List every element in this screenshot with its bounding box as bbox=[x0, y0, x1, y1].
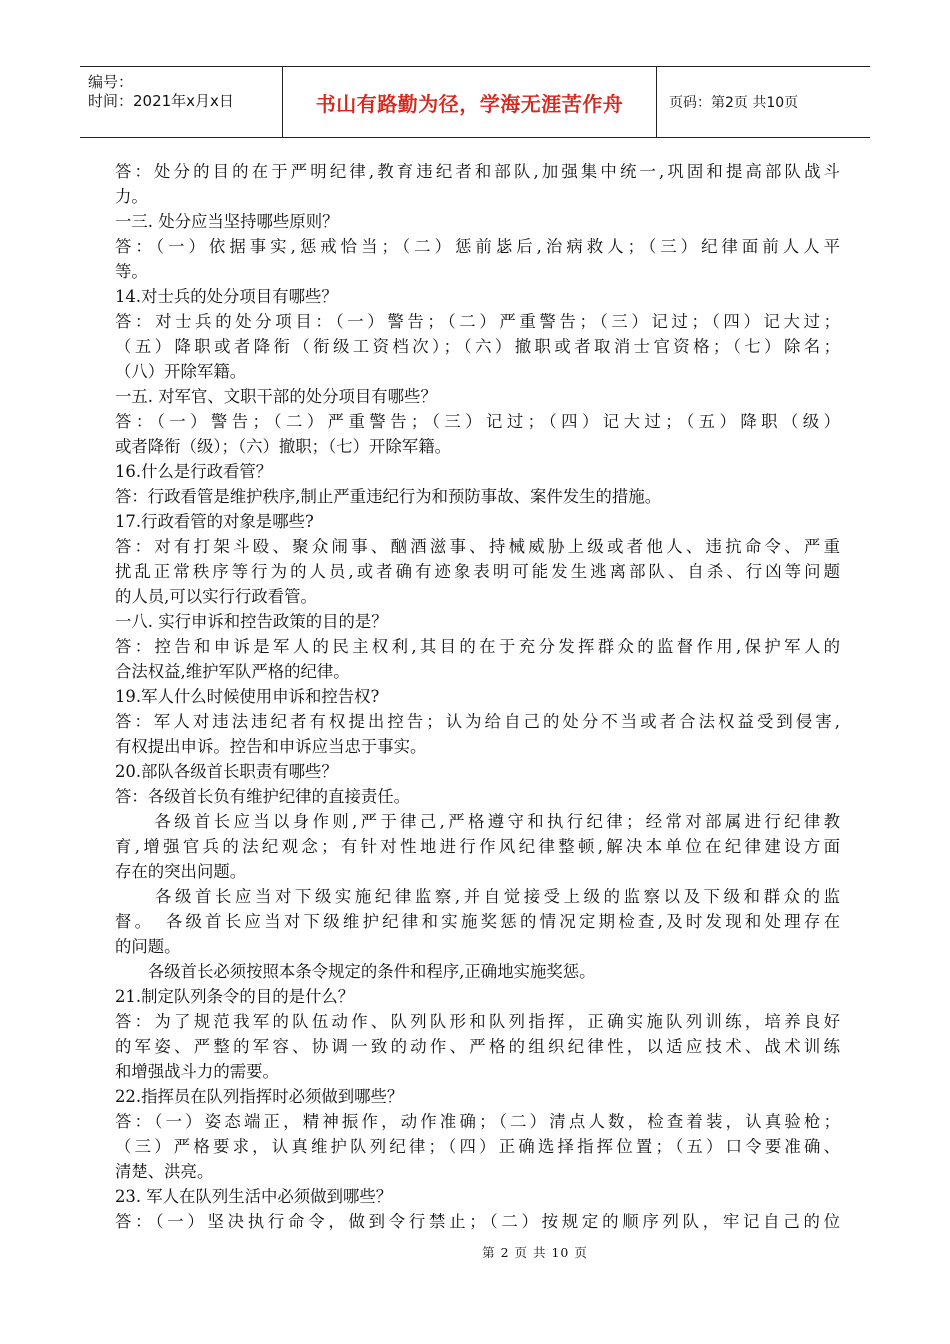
text-line: 答：对有打架斗殴、聚众闹事、酗酒滋事、持械威胁上级或者他人、违抗命令、严重 bbox=[115, 537, 840, 556]
text-line: 的人员,可以实行行政看管。 bbox=[115, 587, 317, 606]
text-line: 答：控告和申诉是军人的民主权利,其目的在于充分发挥群众的监督作用,保护军人的 bbox=[115, 637, 840, 656]
header-number-label: 编号： bbox=[88, 73, 134, 91]
text-line: 17.行政看管的对象是哪些? bbox=[115, 512, 314, 531]
text-line: 23. 军人在队列生活中必须做到哪些？ bbox=[115, 1187, 393, 1206]
text-line: 答：（一）坚决执行命令，做到令行禁止；（二）按规定的顺序列队，牢记自己的位 bbox=[115, 1212, 840, 1231]
text-line: 19.军人什么时候使用申诉和控告权? bbox=[115, 687, 380, 706]
text-line: 答：（一）姿态端正，精神振作，动作准确；（二）清点人数，检查着装，认真验枪； bbox=[115, 1112, 840, 1131]
text-line: 22.指挥员在队列指挥时必须做到哪些？ bbox=[115, 1087, 404, 1106]
text-line: 一三. 处分应当坚持哪些原则？ bbox=[115, 212, 339, 231]
text-line: 20.部队各级首长职责有哪些？ bbox=[115, 762, 338, 781]
text-line: 答：为了规范我军的队伍动作、队列队形和队列指挥，正确实施队列训练，培养良好 bbox=[115, 1012, 840, 1031]
header-motto: 书山有路勤为径，学海无涯苦作舟 bbox=[283, 67, 657, 137]
text-line: 各级首长应当以身作则,严于律己,严格遵守和执行纪律；经常对部属进行纪律教 bbox=[115, 812, 840, 831]
text-line: （三）严格要求，认真维护队列纪律；（四）正确选择指挥位置；（五）口令要准确、 bbox=[115, 1137, 840, 1156]
text-line: 等。 bbox=[115, 262, 148, 281]
text-line: 力。 bbox=[115, 187, 148, 206]
text-line: 一五. 对军官、文职干部的处分项目有哪些？ bbox=[115, 387, 437, 406]
text-line: 督。 各级首长应当对下级维护纪律和实施奖惩的情况定期检查,及时发现和处理存在 bbox=[115, 912, 840, 931]
text-line: 合法权益,维护军队严格的纪律。 bbox=[115, 662, 350, 681]
text-line: 或者降衔（级）；（六）撤职；（七）开除军籍。 bbox=[115, 437, 451, 456]
header-meta bbox=[80, 67, 283, 137]
text-line: 答：对士兵的处分项目：（一）警告；（二）严重警告；（三）记过；（四）记大过； bbox=[115, 312, 840, 331]
document-body bbox=[115, 159, 840, 1234]
text-line: 一八. 实行申诉和控告政策的目的是？ bbox=[115, 612, 388, 631]
text-line: 和增强战斗力的需要。 bbox=[115, 1062, 279, 1081]
text-line: （五）降职或者降衔（衔级工资档次）；（六）撤职或者取消士官资格；（七）除名； bbox=[115, 337, 840, 356]
text-line: 的问题。 bbox=[115, 937, 181, 956]
text-line: 答：处分的目的在于严明纪律,教育违纪者和部队,加强集中统一,巩固和提高部队战斗 bbox=[115, 162, 840, 181]
text-line: 各级首长必须按照本条令规定的条件和程序,正确地实施奖惩。 bbox=[115, 962, 596, 981]
text-line: 答：各级首长负有维护纪律的直接责任。 bbox=[115, 787, 411, 806]
text-line: 的军姿、严整的军容、协调一致的动作、严格的组织纪律性，以适应技术、战术训练 bbox=[115, 1037, 840, 1056]
text-line: 14.对士兵的处分项目有哪些？ bbox=[115, 287, 338, 306]
text-line: 16.什么是行政看管？ bbox=[115, 462, 273, 481]
text-line: 育,增强官兵的法纪观念；有针对性地进行作风纪律整顿,解决本单位在纪律建设方面 bbox=[115, 837, 840, 856]
text-line: 答：军人对违法违纪者有权提出控告；认为给自己的处分不当或者合法权益受到侵害, bbox=[115, 712, 840, 731]
header-date: 时间：2021年x月x日 bbox=[88, 92, 234, 110]
text-line: 扰乱正常秩序等行为的人员,或者确有迹象表明可能发生逃离部队、自杀、行凶等问题 bbox=[115, 562, 840, 581]
text-line: 有权提出申诉。控告和申诉应当忠于事实。 bbox=[115, 737, 427, 756]
header-page-info: 页码：第2页 共10页 bbox=[669, 95, 799, 111]
text-line: 存在的突出问题。 bbox=[115, 862, 247, 881]
footer-page-number: 第 2 页 共 10 页 bbox=[482, 1245, 588, 1260]
text-line: 答：行政看管是维护秩序,制止严重违纪行为和预防事故、案件发生的措施。 bbox=[115, 487, 662, 506]
text-line: 清楚、洪亮。 bbox=[115, 1162, 214, 1181]
text-line: 答：（一）依据事实,惩戒恰当；（二）惩前毖后,治病救人；（三）纪律面前人人平 bbox=[115, 237, 840, 256]
page-footer bbox=[0, 1243, 950, 1261]
text-line: 答：（一）警告；（二）严重警告；（三）记过；（四）记大过；（五）降职（级） bbox=[115, 412, 840, 431]
text-line: 21.制定队列条令的目的是什么？ bbox=[115, 987, 355, 1006]
page-header bbox=[80, 66, 870, 138]
text-line: （八）开除军籍。 bbox=[115, 362, 247, 381]
text-line: 各级首长应当对下级实施纪律监察,并自觉接受上级的监察以及下级和群众的监 bbox=[115, 887, 840, 906]
